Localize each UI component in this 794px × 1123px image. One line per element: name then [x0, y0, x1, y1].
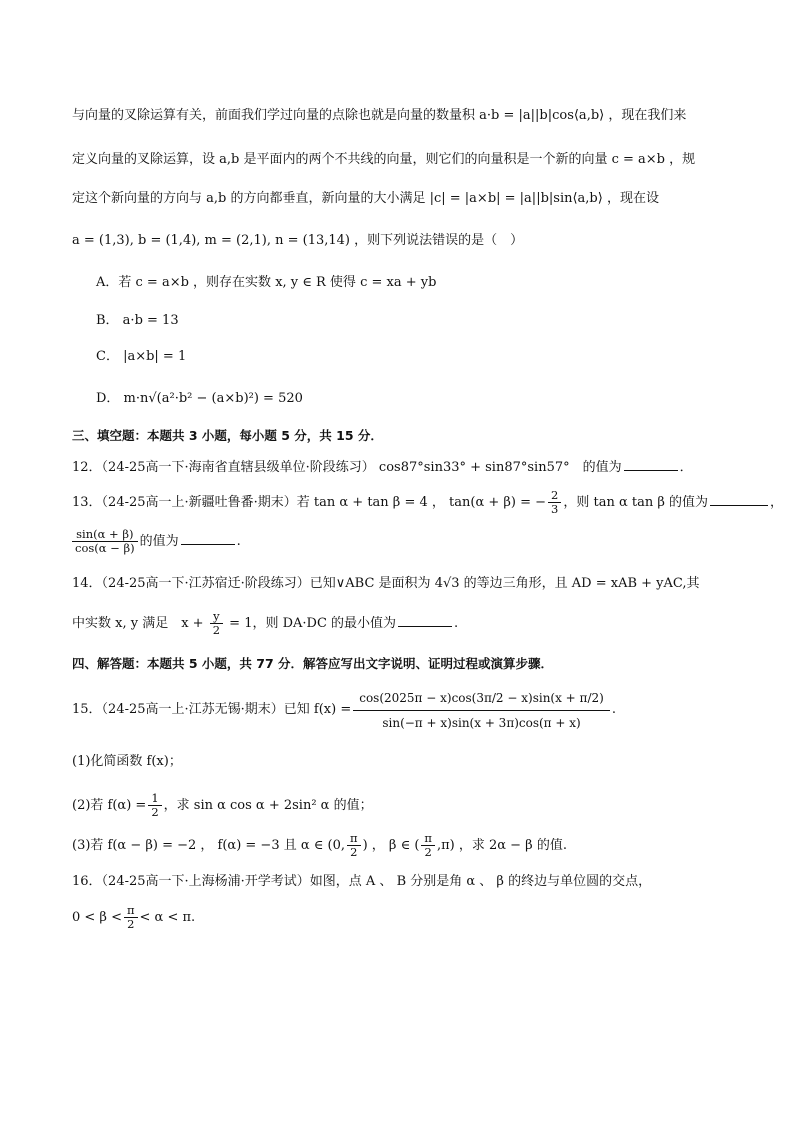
q15-p3-a: (3)若 f(α − β) = −2 ， f(α) = −3 且 α ∈ (0, — [72, 838, 346, 853]
q15-p2-a: (2)若 f(α) = — [72, 798, 147, 813]
q12-text: 12．（24-25高一下·海南省直辖县级单位·阶段练习） cos87°sin33° + sin87°sin57° 的值为 — [72, 460, 622, 475]
fraction-denominator: 2 — [212, 623, 221, 637]
intro-line-2: 定义向量的叉除运算，设 a,b 是平面内的两个不共线的向量，则它们的向量积是一个新的向量 c = a×b ，规 — [72, 152, 696, 167]
fraction-numerator: cos(2025π − x)cos(3π/2 − x)sin(x + π/2) — [353, 687, 610, 711]
q15-p2-b: ，求 sin α cos α + 2sin² α 的值； — [163, 798, 373, 813]
fraction — [353, 687, 610, 732]
fraction — [124, 904, 138, 931]
fraction-denominator: 2 — [127, 917, 135, 931]
q13-text-d: 的值为 — [139, 534, 179, 549]
question-12 — [72, 456, 734, 478]
question-16: 16．（24-25高一下·上海杨浦·开学考试）如图，点 A 、 B 分别是角 α 、 β 的终边与单位圆的交点， — [72, 874, 652, 889]
q12-end: ． — [679, 460, 693, 475]
fraction — [548, 489, 561, 516]
answer-blank — [710, 491, 768, 506]
fraction-numerator: π — [124, 904, 138, 918]
section-fill-in-heading: 三、填空题：本题共 3 小题，每小题 5 分，共 15 分． — [72, 428, 383, 443]
question-13 — [72, 488, 784, 518]
q16-text-b: 0 < β < — [72, 910, 122, 925]
fraction-denominator: 2 — [350, 845, 358, 859]
q16-text-c: < α < π. — [139, 910, 196, 925]
q14-text-b: 中实数 x, y 满足 x + — [72, 616, 208, 631]
option-c: C． |a×b| = 1 — [96, 349, 187, 364]
option-b: B． a·b = 13 — [96, 313, 179, 328]
fraction-denominator: 3 — [551, 502, 559, 516]
question-15-part-3 — [72, 830, 734, 862]
fraction — [148, 792, 161, 819]
fraction-numerator: sin(α + β) — [72, 528, 138, 542]
q14-text-d: . — [454, 616, 459, 631]
answer-blank — [624, 456, 678, 471]
q15-p3-c: ,π) ，求 2α − β 的值. — [436, 838, 567, 853]
section-answer-heading: 四、解答题：本题共 5 小题，共 77 分．解答应写出文字说明、证明过程或演算步骤． — [72, 656, 554, 671]
fraction-numerator: 1 — [148, 792, 161, 806]
question-16-cont — [72, 902, 734, 934]
fraction-denominator: sin(−π + x)sin(x + 3π)cos(π + x) — [382, 716, 581, 730]
fraction-denominator: cos(α − β) — [75, 541, 135, 555]
intro-line-3: 定这个新向量的方向与 a,b 的方向都垂直，新向量的大小满足 |c| = |a×b| = |a||b|sin⟨a,b⟩ ，现在设 — [72, 191, 659, 206]
intro-line-1: 与向量的叉除运算有关，前面我们学过向量的点除也就是向量的数量积 a·b = |a||b|cos⟨a,b⟩ ，现在我们来 — [72, 108, 687, 123]
fraction — [347, 832, 361, 859]
q15-end: . — [611, 702, 616, 717]
q15-p3-b: ) ， β ∈ ( — [362, 838, 420, 853]
fraction-denominator: 2 — [424, 845, 432, 859]
fraction-numerator: y — [210, 610, 223, 624]
question-stem: a = (1,3), b = (1,4), m = (2,1), n = (13,14) ，则下列说法错误的是（ ） — [72, 233, 524, 248]
q13-text-e: . — [236, 534, 241, 549]
q13-text-c: ， — [770, 495, 784, 510]
question-15-part-1: (1)化简函数 f(x)； — [72, 754, 182, 769]
fraction-numerator: 2 — [548, 489, 561, 503]
question-15-part-2 — [72, 790, 734, 822]
option-a: A．若 c = a×b ，则存在实数 x, y ∈ R 使得 c = xa + yb — [96, 275, 437, 290]
fraction — [421, 832, 435, 859]
option-d: D． m·n√(a²·b² − (a×b)²) = 520 — [96, 391, 303, 406]
q13-text-b: ，则 tan α tan β 的值为 — [563, 495, 708, 510]
question-14-cont — [72, 608, 734, 640]
fraction-numerator: π — [347, 832, 361, 846]
q14-text-c: = 1，则 DA·DC 的最小值为 — [225, 616, 397, 631]
question-14: 14．（24-25高一下·江苏宿迁·阶段练习）已知∨ABC 是面积为 4√3 的等边三角形，且 AD = xAB + yAC,其 — [72, 576, 700, 591]
question-15 — [72, 684, 734, 736]
fraction-denominator: 2 — [151, 805, 159, 819]
q15-text-a: 15．（24-25高一上·江苏无锡·期末）已知 f(x) = — [72, 702, 352, 717]
fraction — [72, 528, 138, 555]
q13-text-a: 13．（24-25高一上·新疆吐鲁番·期末）若 tan α + tan β = 4 ， tan(α + β) = − — [72, 495, 547, 510]
answer-blank — [398, 612, 452, 627]
question-13-cont — [72, 526, 734, 558]
fraction-numerator: π — [421, 832, 435, 846]
fraction — [210, 610, 223, 637]
answer-blank — [181, 530, 235, 545]
